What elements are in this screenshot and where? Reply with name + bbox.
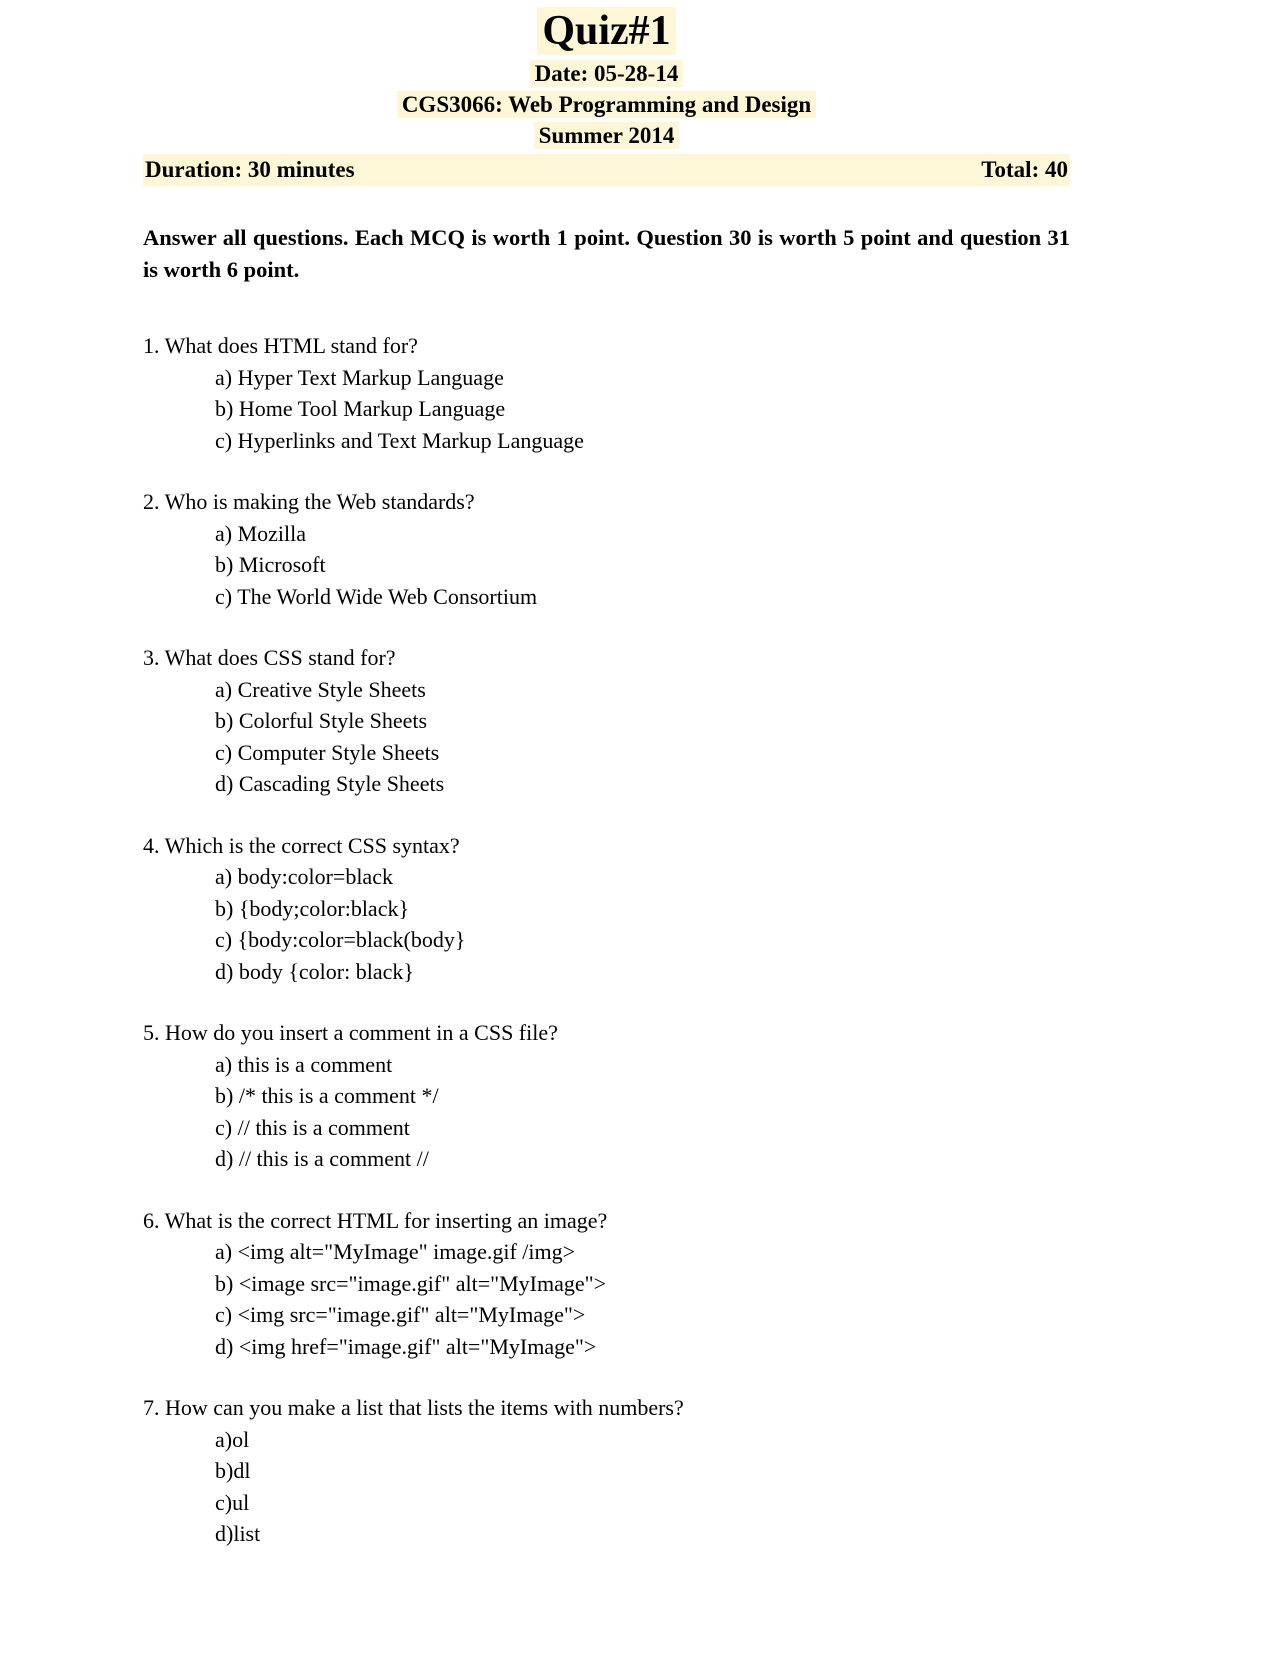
question-option: a) Hyper Text Markup Language bbox=[215, 364, 504, 390]
question-option: b) Colorful Style Sheets bbox=[215, 708, 428, 733]
question-option: a) this is a comment bbox=[215, 1051, 393, 1077]
question-options bbox=[215, 674, 1070, 800]
question-text: 3. What does CSS stand for? bbox=[143, 645, 396, 670]
question-item bbox=[143, 1392, 1070, 1550]
question-option: b) Microsoft bbox=[215, 552, 326, 577]
term-text: Summer 2014 bbox=[534, 122, 680, 149]
question-text: 5. How do you insert a comment in a CSS file? bbox=[143, 1020, 558, 1045]
term-line bbox=[143, 120, 1070, 151]
question-option: c) Hyperlinks and Text Markup Language bbox=[215, 427, 584, 453]
date-text: Date: 05-28-14 bbox=[530, 60, 684, 87]
total-label: Total: 40 bbox=[981, 157, 1068, 182]
question-option: b) Home Tool Markup Language bbox=[215, 396, 506, 421]
date-line bbox=[143, 58, 1070, 89]
question-option: a) <img alt="MyImage" image.gif /img> bbox=[215, 1239, 576, 1264]
duration-total-row bbox=[143, 154, 1070, 186]
duration-label: Duration: 30 minutes bbox=[145, 157, 355, 182]
question-option: b) {body;color:black} bbox=[215, 895, 410, 921]
question-text: 1. What does HTML stand for? bbox=[143, 333, 418, 358]
question-text: 7. How can you make a list that lists the items with numbers? bbox=[143, 1395, 684, 1420]
question-option: d)list bbox=[215, 1521, 261, 1546]
page-title bbox=[143, 6, 1070, 56]
question-text: 4. Which is the correct CSS syntax? bbox=[143, 832, 460, 858]
question-option: d) Cascading Style Sheets bbox=[215, 771, 445, 796]
question-item bbox=[143, 1205, 1070, 1363]
question-text: 6. What is the correct HTML for inserting an image? bbox=[143, 1207, 608, 1233]
question-option: c) // this is a comment bbox=[215, 1114, 410, 1140]
course-text: CGS3066: Web Programming and Design bbox=[397, 91, 816, 118]
question-option: a)ol bbox=[215, 1426, 250, 1452]
question-item bbox=[143, 1017, 1070, 1175]
course-line bbox=[143, 89, 1070, 120]
question-option: c) The World Wide Web Consortium bbox=[215, 583, 538, 609]
question-option: b)dl bbox=[215, 1458, 251, 1483]
question-option: d) body {color: black} bbox=[215, 958, 414, 984]
question-options bbox=[215, 1236, 1070, 1362]
questions-list bbox=[143, 330, 1070, 1550]
question-options bbox=[215, 518, 1070, 613]
question-option: d) // this is a comment // bbox=[215, 1146, 429, 1171]
question-option: c) <img src="image.gif" alt="MyImage"> bbox=[215, 1302, 586, 1327]
question-item bbox=[143, 642, 1070, 800]
question-option: d) <img href="image.gif" alt="MyImage"> bbox=[215, 1333, 597, 1359]
question-option: a) Mozilla bbox=[215, 520, 307, 546]
question-text: 2. Who is making the Web standards? bbox=[143, 489, 475, 514]
question-option: b) /* this is a comment */ bbox=[215, 1083, 439, 1108]
question-option: b) <image src="image.gif" alt="MyImage"> bbox=[215, 1270, 606, 1296]
question-options bbox=[215, 1049, 1070, 1175]
question-item bbox=[143, 486, 1070, 612]
question-option: a) Creative Style Sheets bbox=[215, 676, 426, 702]
question-options bbox=[215, 1424, 1070, 1550]
question-option: c) {body:color=black(body} bbox=[215, 927, 466, 952]
question-option: c) Computer Style Sheets bbox=[215, 739, 440, 765]
question-item bbox=[143, 330, 1070, 456]
question-option: a) body:color=black bbox=[215, 864, 393, 889]
page-title-text: Quiz#1 bbox=[537, 7, 675, 55]
question-option: c)ul bbox=[215, 1489, 250, 1515]
question-item bbox=[143, 830, 1070, 988]
question-options bbox=[215, 861, 1070, 987]
instructions-paragraph: Answer all questions. Each MCQ is worth 1 point. Question 30 is worth 5 point and question 31 is worth 6 point. bbox=[143, 225, 1070, 282]
question-options bbox=[215, 362, 1070, 457]
